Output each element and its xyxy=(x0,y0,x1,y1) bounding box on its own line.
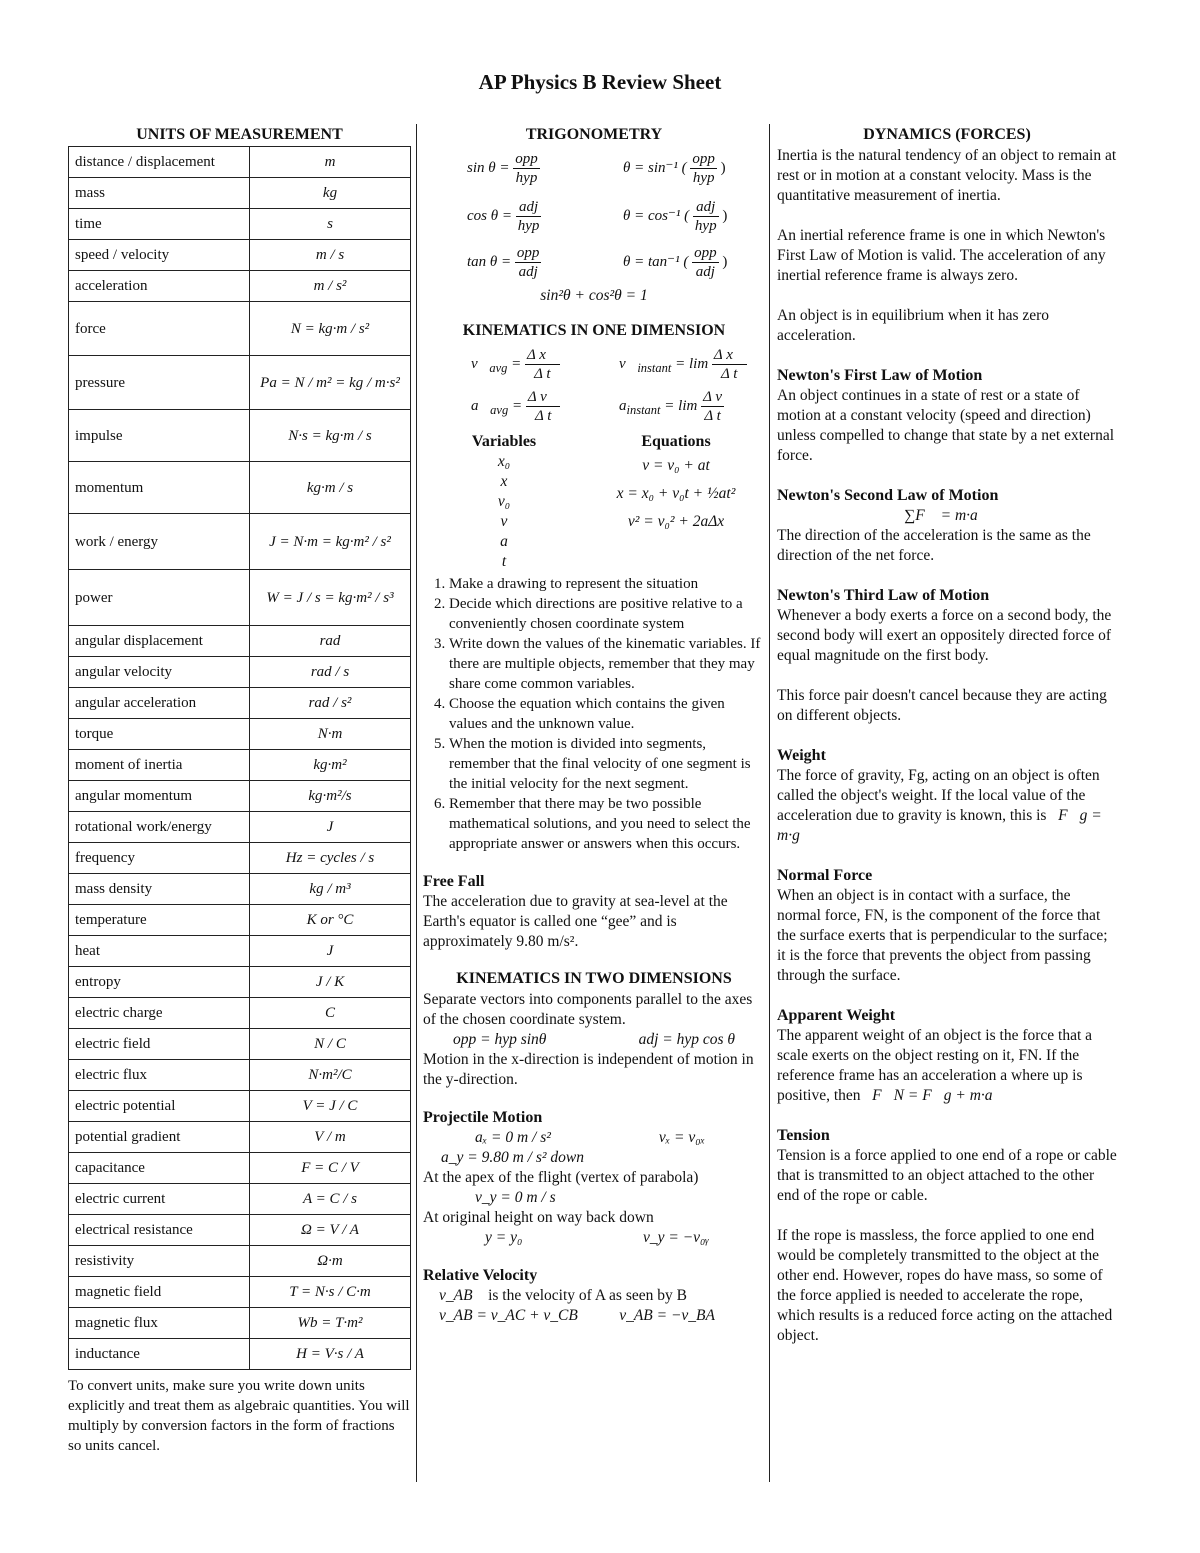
table-row xyxy=(69,719,411,750)
kin2-equations xyxy=(423,1030,765,1050)
unit-symbol: N·m xyxy=(250,719,411,750)
unit-symbol: W = J / s = kg·m² / s³ xyxy=(250,570,411,626)
unit-symbol: V / m xyxy=(250,1122,411,1153)
vy0-equation: v_y = 0 m / s xyxy=(475,1189,556,1206)
unit-quantity: rotational work/energy xyxy=(69,812,250,843)
variable-item: x₀ xyxy=(497,453,511,470)
relvel-eq2: v_AB = −v_BA xyxy=(619,1307,715,1324)
unit-quantity: distance / displacement xyxy=(69,147,250,178)
tension-text2: If the rope is massless, the force applied to one end would be completely transmitted to the object at the other end. However, ropes do have mass, so some of the force applied is needed to accelerate the rope, which results is a reduced force acting on the attached object. xyxy=(777,1227,1113,1344)
equation-item: v² = v₀² + 2aΔx xyxy=(627,513,725,530)
apparent-weight-heading: Apparent Weight xyxy=(777,1007,896,1024)
relvel-eq1: v_AB = v_AC + v_CB xyxy=(439,1307,578,1324)
table-row xyxy=(69,410,411,462)
dyn-p3: An object is in equilibrium when it has zero acceleration. xyxy=(777,307,1050,344)
table-row xyxy=(69,178,411,209)
unit-symbol: C xyxy=(250,998,411,1029)
table-row xyxy=(69,1339,411,1370)
weight-equation: F⃗g = m·g⃗ xyxy=(777,807,1102,844)
unit-symbol: m / s xyxy=(250,240,411,271)
unit-symbol: K or °C xyxy=(250,905,411,936)
unit-symbol: A = C / s xyxy=(250,1184,411,1215)
unit-symbol: rad / s xyxy=(250,657,411,688)
table-row xyxy=(69,1091,411,1122)
unit-symbol: N = kg·m / s² xyxy=(250,302,411,356)
table-row xyxy=(69,356,411,410)
relvel-text: is the velocity of A as seen by B xyxy=(488,1287,687,1304)
table-row xyxy=(69,750,411,781)
unit-quantity: electrical resistance xyxy=(69,1215,250,1246)
table-row xyxy=(69,462,411,514)
unit-quantity: mass xyxy=(69,178,250,209)
newton3-text: Whenever a body exerts a force on a second body, the second body will exert an oppositely directed force of equal magnitude on the first body. xyxy=(777,607,1112,664)
projectile-heading: Projectile Motion xyxy=(423,1109,543,1126)
dyn-heading: DYNAMICS (FORCES) xyxy=(863,126,1031,143)
equation-item: x = x₀ + v₀t + ½at² xyxy=(616,485,736,502)
unit-quantity: capacitance xyxy=(69,1153,250,1184)
table-row xyxy=(69,998,411,1029)
freefall-text: The acceleration due to gravity at sea-level at the Earth's equator is called one “gee” and is approximately 9.80 m/s². xyxy=(423,893,728,950)
table-row xyxy=(69,626,411,657)
return-equations xyxy=(423,1228,765,1248)
newton2-text: The direction of the acceleration is the same as the direction of the net force. xyxy=(777,527,1091,564)
unit-quantity: magnetic flux xyxy=(69,1308,250,1339)
kin1-heading: KINEMATICS IN ONE DIMENSION xyxy=(462,322,726,339)
table-row xyxy=(69,147,411,178)
unit-quantity: work / energy xyxy=(69,514,250,570)
unit-symbol: kg·m² xyxy=(250,750,411,781)
unit-quantity: torque xyxy=(69,719,250,750)
unit-quantity: electric charge xyxy=(69,998,250,1029)
unit-symbol: Ω = V / A xyxy=(250,1215,411,1246)
normal-force-text: When an object is in contact with a surface, the normal force, FN, is the component of the force that the surface exerts that is perpendicular to the surface; it is the force that prevents the object from passing through the surface. xyxy=(777,887,1108,984)
table-row xyxy=(69,843,411,874)
kin1-vars-eqs xyxy=(423,432,765,574)
apparent-weight-body: The apparent weight of an object is the force that a scale exerts on the object resting on it, FN. If the reference frame has an acceleration a where up is positive, then xyxy=(777,1027,1093,1104)
unit-symbol: Wb = T·m² xyxy=(250,1308,411,1339)
unit-symbol: F = C / V xyxy=(250,1153,411,1184)
back-text: At original height on way back down xyxy=(423,1209,654,1226)
table-row xyxy=(69,812,411,843)
dyn-p2: An inertial reference frame is one in which Newton's First Law of Motion is valid. The acceleration of any inertial reference frame is always zero. xyxy=(777,227,1106,284)
column-divider xyxy=(416,124,417,1482)
table-row xyxy=(69,1122,411,1153)
weight-text xyxy=(777,766,1117,846)
variable-item: x xyxy=(500,473,508,490)
kin1-definitions: $v⃗_{avg}$ = $\frac{\text{Δ x⃗}}{\text{Δ t}}$ $v⃗_{instant} = \lim$ $\frac{\text{Δ x⃗}}{\text{Δ t}}$ $a⃗_{avg}$ = $\frac{\text{Δ v⃗}}{\text{Δ t}}$ $a_{instant} = \lim$ $\frac{\text{Δ v}}{\text{Δ t}}$ xyxy=(471,347,745,424)
unit-quantity: frequency xyxy=(69,843,250,874)
unit-quantity: angular velocity xyxy=(69,657,250,688)
relvel-heading: Relative Velocity xyxy=(423,1267,538,1284)
step-item: 4. Choose the equation which contains the given values and the unknown value. xyxy=(449,694,765,734)
unit-symbol: m / s² xyxy=(250,271,411,302)
relvel-equations xyxy=(423,1306,765,1326)
normal-force-heading: Normal Force xyxy=(777,867,873,884)
ax-equation: aₓ = 0 m / s² xyxy=(475,1129,551,1146)
unit-symbol: kg·m²/s xyxy=(250,781,411,812)
unit-quantity: potential gradient xyxy=(69,1122,250,1153)
unit-quantity: angular acceleration xyxy=(69,688,250,719)
unit-symbol: kg / m³ xyxy=(250,874,411,905)
unit-symbol: N·m²/C xyxy=(250,1060,411,1091)
unit-quantity: electric field xyxy=(69,1029,250,1060)
table-row xyxy=(69,967,411,998)
unit-quantity: moment of inertia xyxy=(69,750,250,781)
table-row xyxy=(69,302,411,356)
unit-quantity: inductance xyxy=(69,1339,250,1370)
unit-symbol: m xyxy=(250,147,411,178)
unit-symbol: rad / s² xyxy=(250,688,411,719)
table-row xyxy=(69,209,411,240)
step-item: 2. Decide which directions are positive relative to a conveniently chosen coordinate system xyxy=(449,594,765,634)
variables-list xyxy=(469,452,539,572)
kin2-text1: Separate vectors into components parallel to the axes of the chosen coordinate system. xyxy=(423,991,753,1028)
units-heading: UNITS OF MEASUREMENT xyxy=(136,126,343,143)
table-row xyxy=(69,781,411,812)
unit-quantity: momentum xyxy=(69,462,250,514)
table-row xyxy=(69,1184,411,1215)
table-row xyxy=(69,1215,411,1246)
kin2-eq1: opp = hyp sinθ xyxy=(453,1031,547,1048)
table-row xyxy=(69,1153,411,1184)
freefall-heading: Free Fall xyxy=(423,873,485,890)
apparent-weight-equation: F⃗N = F⃗g + m·a⃗ xyxy=(872,1087,1005,1104)
equations-list xyxy=(601,452,751,536)
units-column xyxy=(68,124,411,1456)
unit-quantity: angular displacement xyxy=(69,626,250,657)
unit-quantity: impulse xyxy=(69,410,250,462)
table-row xyxy=(69,1246,411,1277)
step-item: 1. Make a drawing to represent the situation xyxy=(449,574,765,594)
unit-quantity: electric potential xyxy=(69,1091,250,1122)
unit-symbol: s xyxy=(250,209,411,240)
unit-symbol: N / C xyxy=(250,1029,411,1060)
y-equation: y = y₀ xyxy=(485,1229,523,1246)
units-table xyxy=(68,146,411,1370)
unit-quantity: resistivity xyxy=(69,1246,250,1277)
step-item: 5. When the motion is divided into segments, remember that the final velocity of one segment is the initial velocity for the next segment. xyxy=(449,734,765,794)
newton3-heading: Newton's Third Law of Motion xyxy=(777,587,990,604)
newton1-heading: Newton's First Law of Motion xyxy=(777,367,983,384)
variable-item: v xyxy=(500,513,508,530)
newton2-heading: Newton's Second Law of Motion xyxy=(777,487,999,504)
unit-quantity: electric current xyxy=(69,1184,250,1215)
newton2-equation: ∑F⃗ = m·a⃗ xyxy=(904,507,990,524)
kin2-text2: Motion in the x-direction is independent of motion in the y-direction. xyxy=(423,1051,754,1088)
equations-heading: Equations xyxy=(641,433,711,450)
unit-symbol: H = V·s / A xyxy=(250,1339,411,1370)
dyn-p1: Inertia is the natural tendency of an object to remain at rest or in motion at a constant velocity. Mass is the quantitative measurement of inertia. xyxy=(777,147,1117,204)
unit-symbol: kg xyxy=(250,178,411,209)
unit-quantity: entropy xyxy=(69,967,250,998)
unit-quantity: mass density xyxy=(69,874,250,905)
table-row xyxy=(69,874,411,905)
unit-quantity: magnetic field xyxy=(69,1277,250,1308)
trig-formulas: sin θ = $\frac{\text{opp}}{\text{hyp}}$ θ = sin⁻¹ ( $\frac{\text{opp}}{\text{hyp}}$ ) cos θ = $\frac{\text{adj}}{\text{hyp}}$ θ = cos⁻¹ ( $\frac{\text{adj}}{\text{hyp}}$ ) tan θ = $\frac{\text{opp}}{\text{adj}}$ θ = tan⁻¹ ( $\frac{\text{opp}}{\text{adj}}$ ) xyxy=(467,151,728,280)
apparent-weight-text xyxy=(777,1026,1117,1106)
unit-quantity: angular momentum xyxy=(69,781,250,812)
table-row xyxy=(69,657,411,688)
unit-symbol: J xyxy=(250,812,411,843)
unit-symbol: J / K xyxy=(250,967,411,998)
vx-equation: vₓ = v₀ₓ xyxy=(658,1129,705,1146)
kin2-heading: KINEMATICS IN TWO DIMENSIONS xyxy=(456,970,732,987)
step-item: 6. Remember that there may be two possible mathematical solutions, and you need to select the appropriate answer or answers when this occurs. xyxy=(449,794,765,854)
table-row xyxy=(69,1277,411,1308)
newton3-note: This force pair doesn't cancel because they are acting on different objects. xyxy=(777,687,1107,724)
ay-equation: a_y = 9.80 m / s² down xyxy=(441,1149,584,1166)
unit-quantity: heat xyxy=(69,936,250,967)
units-note: To convert units, make sure you write down units explicitly and treat them as algebraic quantities. You will multiply by conversion factors in the form of fractions so units cancel. xyxy=(68,1378,410,1454)
unit-quantity: temperature xyxy=(69,905,250,936)
unit-quantity: acceleration xyxy=(69,271,250,302)
unit-quantity: electric flux xyxy=(69,1060,250,1091)
tension-heading: Tension xyxy=(777,1127,830,1144)
relvel-line1 xyxy=(423,1286,765,1306)
unit-quantity: power xyxy=(69,570,250,626)
table-row xyxy=(69,1060,411,1091)
unit-symbol: N·s = kg·m / s xyxy=(250,410,411,462)
variable-item: t xyxy=(501,553,507,570)
unit-symbol: kg·m / s xyxy=(250,462,411,514)
step-item: 3. Write down the values of the kinematic variables. If there are multiple objects, remember that they may share come common variables. xyxy=(449,634,765,694)
trig-heading: TRIGONOMETRY xyxy=(525,126,663,143)
vab-symbol: v_AB xyxy=(439,1287,473,1304)
table-row xyxy=(69,1308,411,1339)
table-row xyxy=(69,688,411,719)
table-row xyxy=(69,905,411,936)
unit-quantity: time xyxy=(69,209,250,240)
variables-heading: Variables xyxy=(471,433,537,450)
page-title: AP Physics B Review Sheet xyxy=(478,70,722,94)
table-row xyxy=(69,514,411,570)
column-divider xyxy=(769,124,770,1482)
unit-symbol: J = N·m = kg·m² / s² xyxy=(250,514,411,570)
projectile-x xyxy=(423,1128,765,1148)
kinematics-steps xyxy=(423,574,765,854)
weight-heading: Weight xyxy=(777,747,826,764)
equation-item: v = v₀ + at xyxy=(642,457,710,474)
unit-symbol: J xyxy=(250,936,411,967)
trig-identity: sin²θ + cos²θ = 1 xyxy=(540,287,648,304)
unit-quantity: force xyxy=(69,302,250,356)
table-row xyxy=(69,570,411,626)
tension-text1: Tension is a force applied to one end of a rope or cable that is transmitted to an object attached to the other end of the rope or cable. xyxy=(777,1147,1117,1204)
vy-equation: v_y = −v₀ᵧ xyxy=(642,1229,709,1246)
weight-body: The force of gravity, Fg, acting on an object is often called the object's weight. If the local value of the acceleration due to gravity is known, this is xyxy=(777,767,1100,824)
dynamics-column xyxy=(777,124,1117,1346)
table-row xyxy=(69,240,411,271)
unit-symbol: T = N·s / C·m xyxy=(250,1277,411,1308)
table-row xyxy=(69,936,411,967)
unit-symbol: Hz = cycles / s xyxy=(250,843,411,874)
unit-symbol: Ω·m xyxy=(250,1246,411,1277)
apex-text: At the apex of the flight (vertex of parabola) xyxy=(423,1169,699,1186)
unit-symbol: rad xyxy=(250,626,411,657)
unit-symbol: Pa = N / m² = kg / m·s² xyxy=(250,356,411,410)
variable-item: v₀ xyxy=(497,493,511,510)
kin2-eq2: adj = hyp cos θ xyxy=(638,1031,735,1048)
unit-quantity: speed / velocity xyxy=(69,240,250,271)
unit-symbol: V = J / C xyxy=(250,1091,411,1122)
table-row xyxy=(69,1029,411,1060)
variable-item: a xyxy=(500,533,508,550)
table-row xyxy=(69,271,411,302)
unit-quantity: pressure xyxy=(69,356,250,410)
newton1-text: An object continues in a state of rest or a state of motion at a constant velocity (speed and direction) unless compelled to change that state by a net external force. xyxy=(777,387,1115,464)
kinematics-column xyxy=(423,124,765,1326)
